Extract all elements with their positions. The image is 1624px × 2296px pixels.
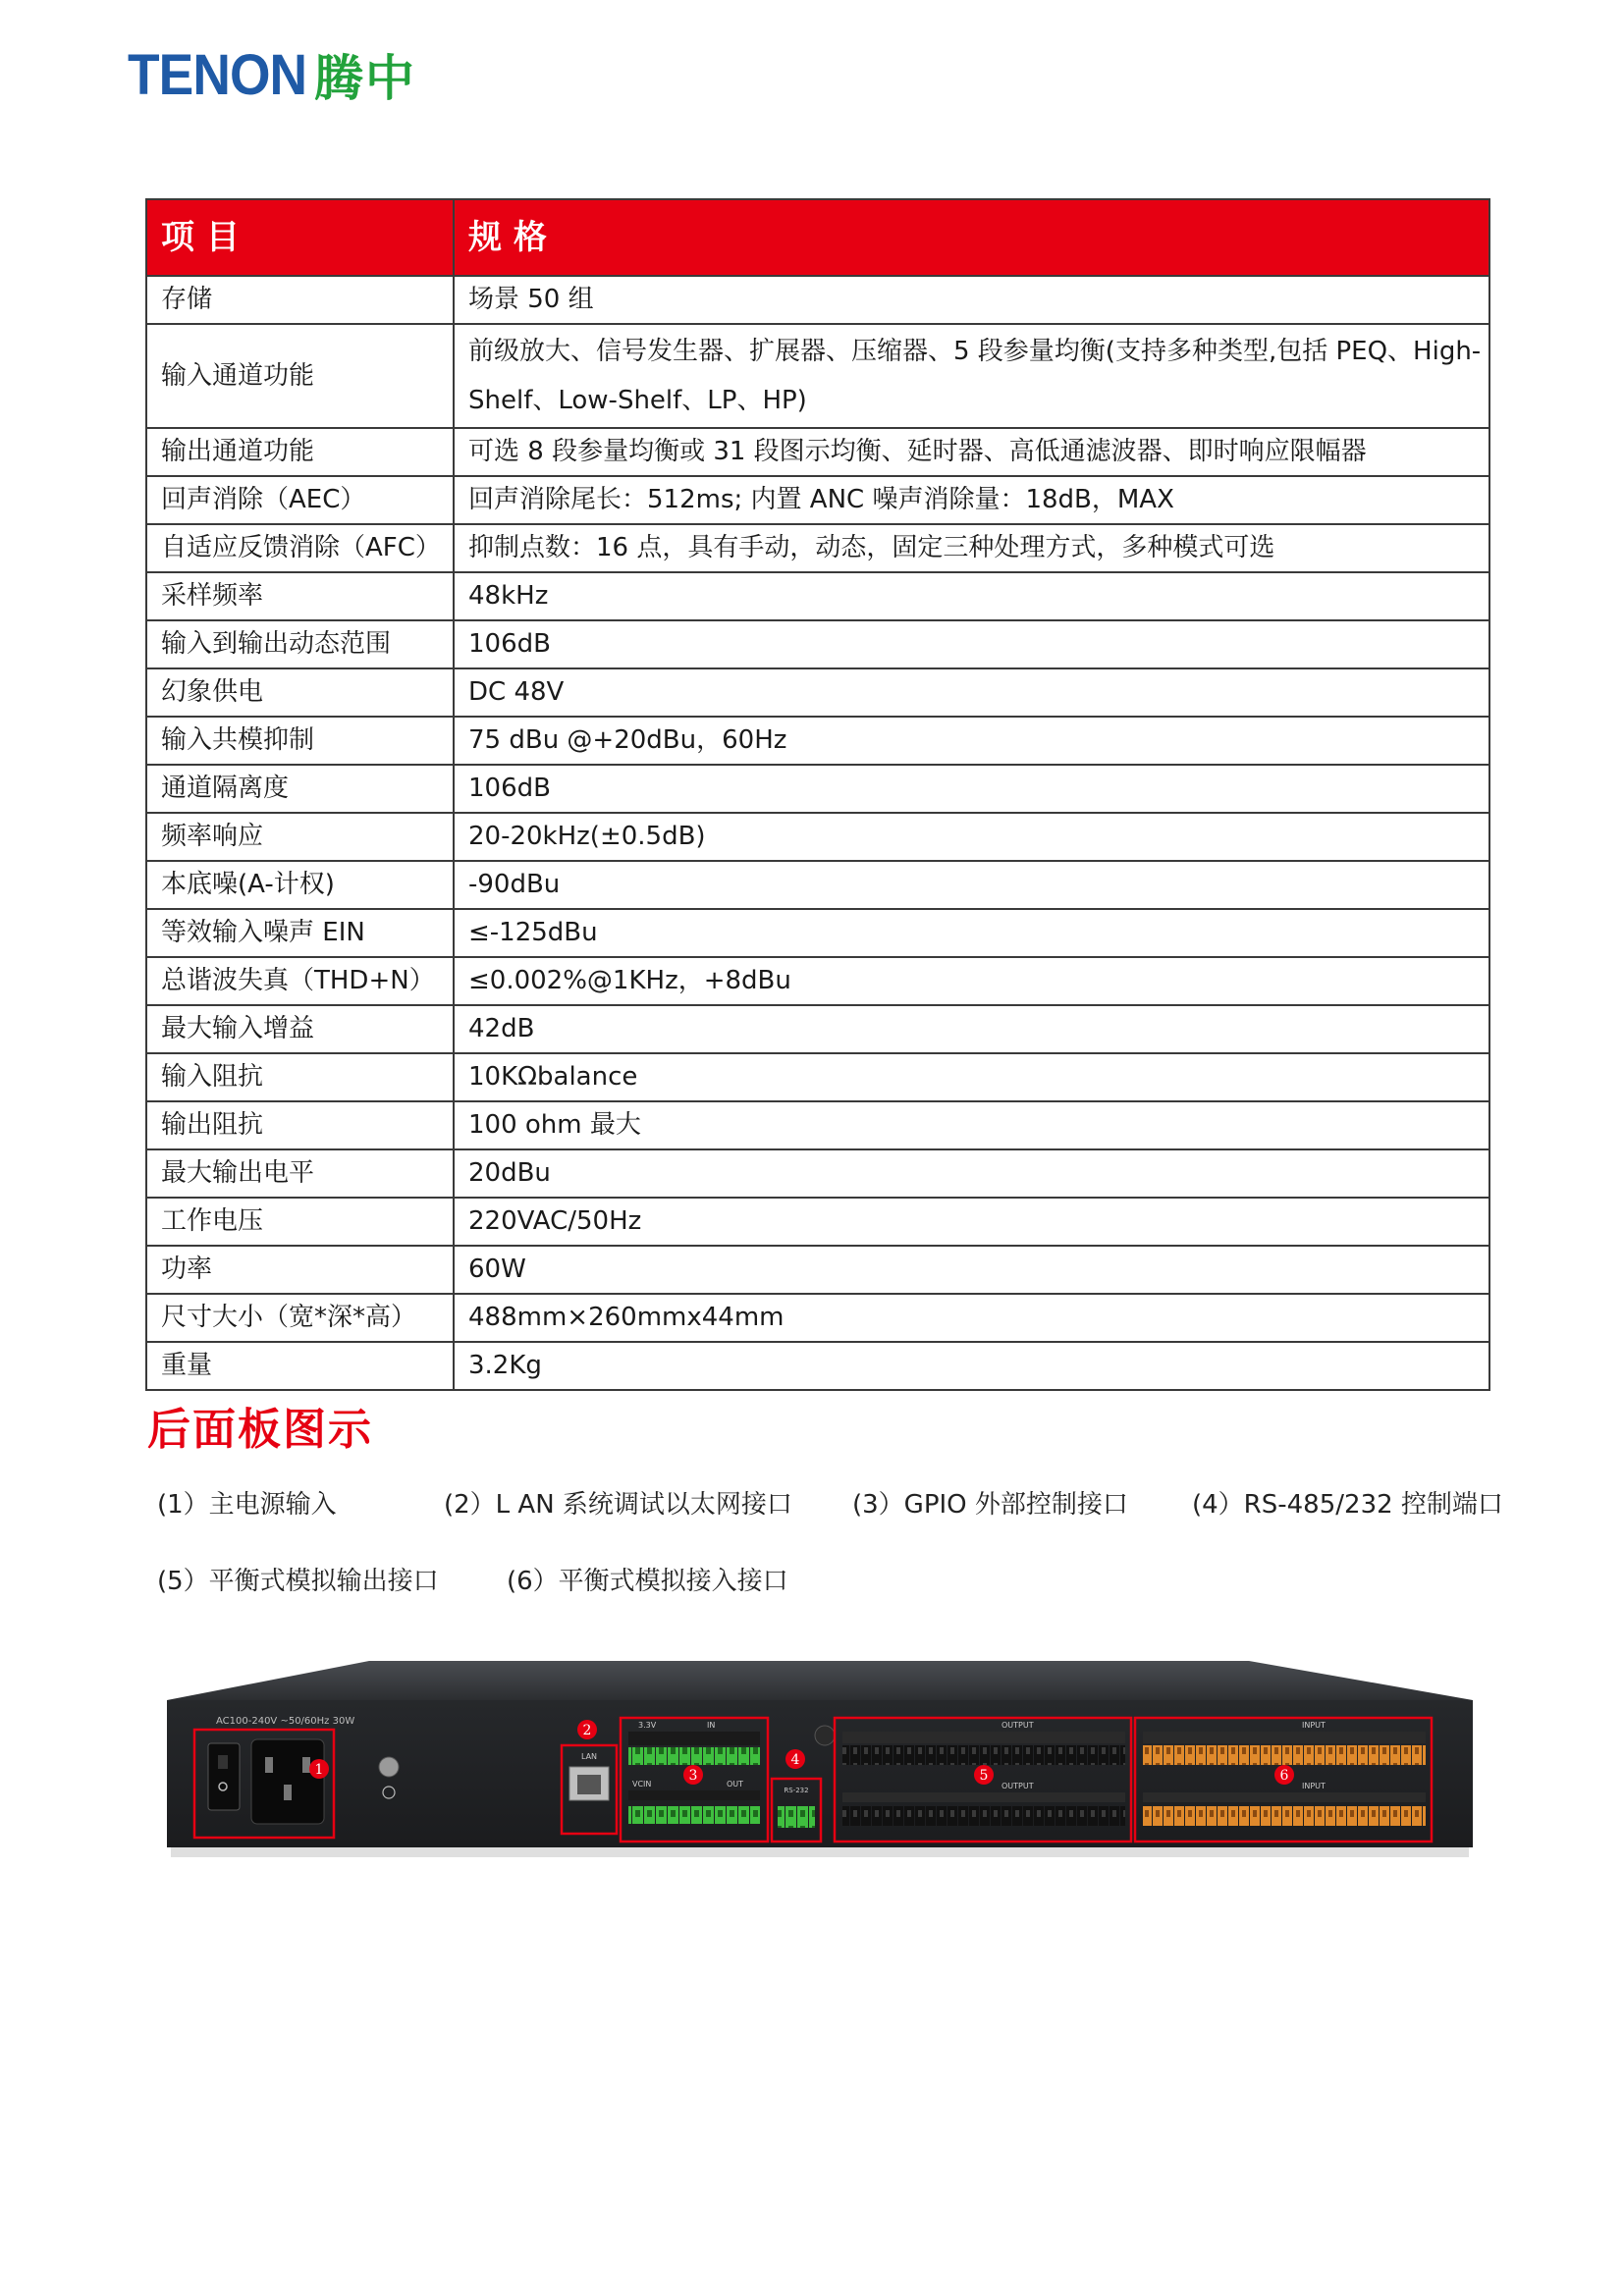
spec-value: 60W <box>454 1246 1489 1294</box>
spec-row <box>146 957 1489 1005</box>
spec-value: DC 48V <box>454 668 1489 717</box>
spec-value: 75 dBu @+20dBu，60Hz <box>454 717 1489 765</box>
spec-row <box>146 1005 1489 1053</box>
legend-item-1: (1）主电源输入 <box>157 1490 337 1520</box>
svg-text:2: 2 <box>582 1723 592 1738</box>
rear-panel-image <box>137 1649 1483 1875</box>
spec-row <box>146 1101 1489 1149</box>
spec-item: 功率 <box>146 1246 454 1294</box>
spec-row <box>146 524 1489 572</box>
spec-value: 48kHz <box>454 572 1489 620</box>
spec-item: 重量 <box>146 1342 454 1390</box>
rs232-connector <box>778 1806 815 1828</box>
svg-text:OUTPUT: OUTPUT <box>1001 1721 1034 1730</box>
spec-item: 自适应反馈消除（AFC） <box>146 524 454 572</box>
spec-item: 回声消除（AEC） <box>146 476 454 524</box>
spec-table <box>145 198 1490 1391</box>
spec-row <box>146 765 1489 813</box>
spec-item: 等效输入噪声 EIN <box>146 909 454 957</box>
input-connector-top <box>1143 1745 1426 1765</box>
spec-value: 106dB <box>454 765 1489 813</box>
spec-row <box>146 1342 1489 1390</box>
svg-text:INPUT: INPUT <box>1302 1782 1326 1790</box>
gpio-out-connector <box>628 1806 760 1824</box>
legend-item-6: (6）平衡式模拟接入接口 <box>507 1567 788 1596</box>
spec-value: 3.2Kg <box>454 1342 1489 1390</box>
spec-value: ≤-125dBu <box>454 909 1489 957</box>
gpio-in-connector <box>628 1747 760 1765</box>
header-spec: 规 格 <box>454 199 1489 276</box>
svg-text:VCIN: VCIN <box>632 1780 652 1789</box>
spec-row <box>146 1198 1489 1246</box>
spec-row <box>146 909 1489 957</box>
spec-value: 100 ohm 最大 <box>454 1101 1489 1149</box>
spec-value: 可选 8 段参量均衡或 31 段图示均衡、延时器、高低通滤波器、即时响应限幅器 <box>454 428 1489 476</box>
spec-value: 10KΩbalance <box>454 1053 1489 1101</box>
spec-row <box>146 428 1489 476</box>
spec-item: 输入到输出动态范围 <box>146 620 454 668</box>
spec-item: 总谐波失真（THD+N） <box>146 957 454 1005</box>
rear-panel-title: 后面板图示 <box>147 1405 373 1455</box>
header-item: 项 目 <box>146 199 454 276</box>
spec-item: 通道隔离度 <box>146 765 454 813</box>
spec-item: 输出阻抗 <box>146 1101 454 1149</box>
spec-row <box>146 276 1489 324</box>
spec-value: 220VAC/50Hz <box>454 1198 1489 1246</box>
spec-item: 输入共模抑制 <box>146 717 454 765</box>
spec-item: 频率响应 <box>146 813 454 861</box>
svg-text:INPUT: INPUT <box>1302 1721 1326 1730</box>
spec-row <box>146 476 1489 524</box>
spec-item: 本底噪(A-计权) <box>146 861 454 909</box>
brand-logo <box>128 42 416 107</box>
input-connector-bottom <box>1143 1806 1426 1826</box>
logo-cn: 腾中 <box>314 50 416 107</box>
spec-item: 最大输出电平 <box>146 1149 454 1198</box>
svg-text:3: 3 <box>688 1768 698 1784</box>
svg-text:3.3V: 3.3V <box>638 1721 657 1730</box>
legend-item-2: (2）L AN 系统调试以太网接口 <box>444 1490 792 1520</box>
spec-value: 抑制点数：16 点，具有手动，动态，固定三种处理方式，多种模式可选 <box>454 524 1489 572</box>
chassis-top <box>167 1661 1473 1700</box>
spec-item: 输入通道功能 <box>146 324 454 428</box>
spec-value: ≤0.002%@1KHz，+8dBu <box>454 957 1489 1005</box>
svg-text:IN: IN <box>707 1721 716 1730</box>
spec-item: 幻象供电 <box>146 668 454 717</box>
spec-item: 工作电压 <box>146 1198 454 1246</box>
spec-item: 最大输入增益 <box>146 1005 454 1053</box>
output-connector-top <box>842 1745 1125 1765</box>
spec-header-row <box>146 199 1489 276</box>
spec-row <box>146 1053 1489 1101</box>
logo-latin: TENON <box>128 42 307 107</box>
legend-item-4: (4）RS-485/232 控制端口 <box>1192 1490 1503 1520</box>
svg-text:OUTPUT: OUTPUT <box>1001 1782 1034 1790</box>
output-connector-bottom <box>842 1806 1125 1826</box>
spec-value: 20dBu <box>454 1149 1489 1198</box>
spec-row <box>146 861 1489 909</box>
svg-text:5: 5 <box>979 1768 989 1784</box>
spec-value: 42dB <box>454 1005 1489 1053</box>
svg-text:RS-232: RS-232 <box>784 1787 809 1794</box>
spec-row <box>146 668 1489 717</box>
spec-row <box>146 620 1489 668</box>
spec-row <box>146 1246 1489 1294</box>
spec-value: 场景 50 组 <box>454 276 1489 324</box>
spec-value: -90dBu <box>454 861 1489 909</box>
spec-item: 输入阻抗 <box>146 1053 454 1101</box>
power-label: AC100-240V ~50/60Hz 30W <box>216 1716 355 1727</box>
legend-item-5: (5）平衡式模拟输出接口 <box>157 1567 439 1596</box>
svg-text:LAN: LAN <box>580 1752 598 1761</box>
svg-text:1: 1 <box>314 1762 324 1778</box>
spec-item: 尺寸大小（宽*深*高） <box>146 1294 454 1342</box>
spec-value: 回声消除尾长：512ms; 内置 ANC 噪声消除量：18dB，MAX <box>454 476 1489 524</box>
spec-item: 存储 <box>146 276 454 324</box>
spec-row <box>146 813 1489 861</box>
spec-value: 20-20kHz(±0.5dB) <box>454 813 1489 861</box>
spec-row <box>146 717 1489 765</box>
spec-value: 488mm×260mmx44mm <box>454 1294 1489 1342</box>
legend-item-3: (3）GPIO 外部控制接口 <box>852 1490 1128 1520</box>
svg-text:6: 6 <box>1279 1768 1289 1784</box>
svg-text:OUT: OUT <box>727 1780 744 1789</box>
spec-value: 前级放大、信号发生器、扩展器、压缩器、5 段参量均衡(支持多种类型,包括 PEQ、High-Shelf、Low-Shelf、LP、HP) <box>454 324 1489 428</box>
spec-item: 输出通道功能 <box>146 428 454 476</box>
spec-row <box>146 1149 1489 1198</box>
spec-row <box>146 1294 1489 1342</box>
svg-text:4: 4 <box>790 1752 800 1768</box>
spec-value: 106dB <box>454 620 1489 668</box>
spec-item: 采样频率 <box>146 572 454 620</box>
spec-row <box>146 572 1489 620</box>
spec-row <box>146 324 1489 428</box>
